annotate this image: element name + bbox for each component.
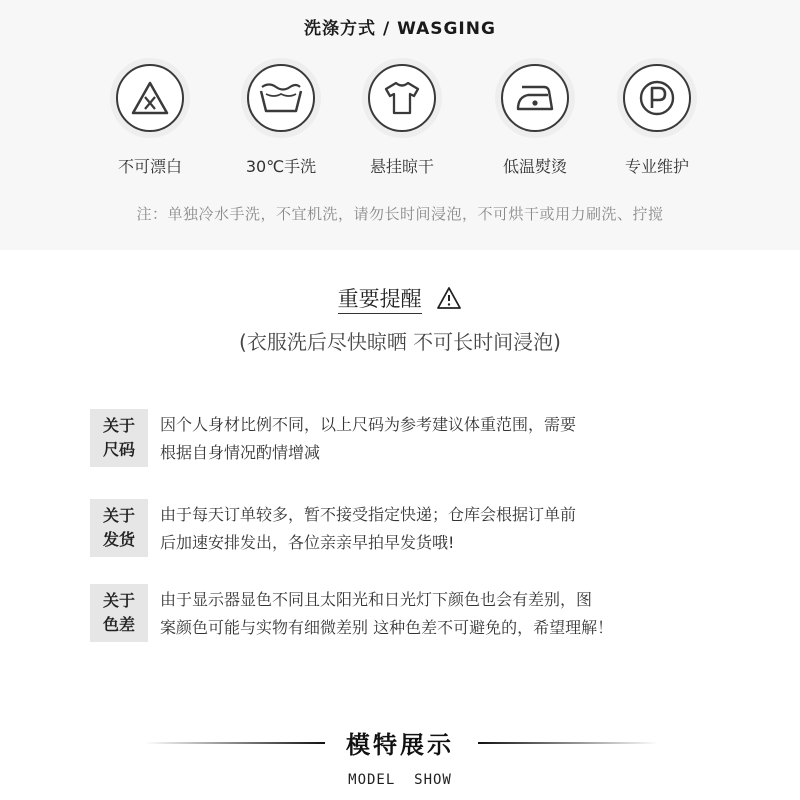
notice-text xyxy=(160,411,730,467)
notice-line: 因个人身材比例不同，以上尺码为参考建议体重范围，需要 xyxy=(160,415,577,434)
care-icons-row xyxy=(0,64,800,184)
badge-line: 关于 xyxy=(102,591,135,610)
wash-title: 洗涤方式 / WASGING xyxy=(304,19,496,39)
badge-line: 关于 xyxy=(102,506,135,525)
care-item-low-iron xyxy=(475,64,595,177)
model-title: 模特展示 xyxy=(346,731,454,759)
badge-line: 尺码 xyxy=(102,440,135,459)
notice-text xyxy=(160,501,730,557)
notice-line: 根据自身情况酌情增减 xyxy=(160,443,321,462)
care-item-professional xyxy=(597,64,717,177)
notice-color xyxy=(90,584,730,648)
care-label: 不可漂白 xyxy=(117,157,182,176)
care-label: 悬挂晾干 xyxy=(369,157,434,176)
notice-size xyxy=(90,409,730,473)
model-subtitle: MODEL SHOW xyxy=(348,772,452,788)
professional-care-icon xyxy=(623,64,691,132)
notice-line: 由于显示器显色不同且太阳光和日光灯下颜色也会有差别，图 xyxy=(160,590,593,609)
notice-line: 后加速安排发出，各位亲亲早拍早发货哦! xyxy=(160,533,455,552)
warning-icon xyxy=(436,286,462,310)
no-bleach-icon xyxy=(116,64,184,132)
care-label: 专业维护 xyxy=(624,157,689,176)
hang-dry-icon xyxy=(368,64,436,132)
notice-line: 由于每天订单较多，暂不接受指定快递；仓库会根据订单前 xyxy=(160,505,577,524)
wash-instructions-panel xyxy=(0,0,800,250)
low-iron-icon xyxy=(501,64,569,132)
notice-shipping xyxy=(90,499,730,563)
notice-badge xyxy=(90,584,148,642)
care-item-hang-dry xyxy=(342,64,462,177)
hand-wash-icon xyxy=(247,64,315,132)
care-label: 低温熨烫 xyxy=(502,157,567,176)
badge-line: 发货 xyxy=(102,530,135,549)
notice-line: 案颜色可能与实物有细微差别 这种色差不可避免的，希望理解！ xyxy=(160,618,614,637)
wash-note: 注：单独冷水手洗，不宜机洗，请勿长时间浸泡，不可烘干或用力刷洗、拧搅 xyxy=(136,205,664,223)
reminder-subtitle: (衣服洗后尽快晾晒 不可长时间浸泡) xyxy=(239,330,561,354)
care-label: 30℃手洗 xyxy=(245,157,317,176)
notice-text xyxy=(160,586,730,642)
reminder-heading xyxy=(0,283,800,313)
notice-badge xyxy=(90,499,148,557)
badge-line: 色差 xyxy=(102,615,135,634)
care-item-no-bleach xyxy=(90,64,210,177)
care-item-hand-wash xyxy=(221,64,341,177)
badge-line: 关于 xyxy=(102,416,135,435)
notice-badge xyxy=(90,409,148,467)
reminder-title: 重要提醒 xyxy=(338,287,422,314)
